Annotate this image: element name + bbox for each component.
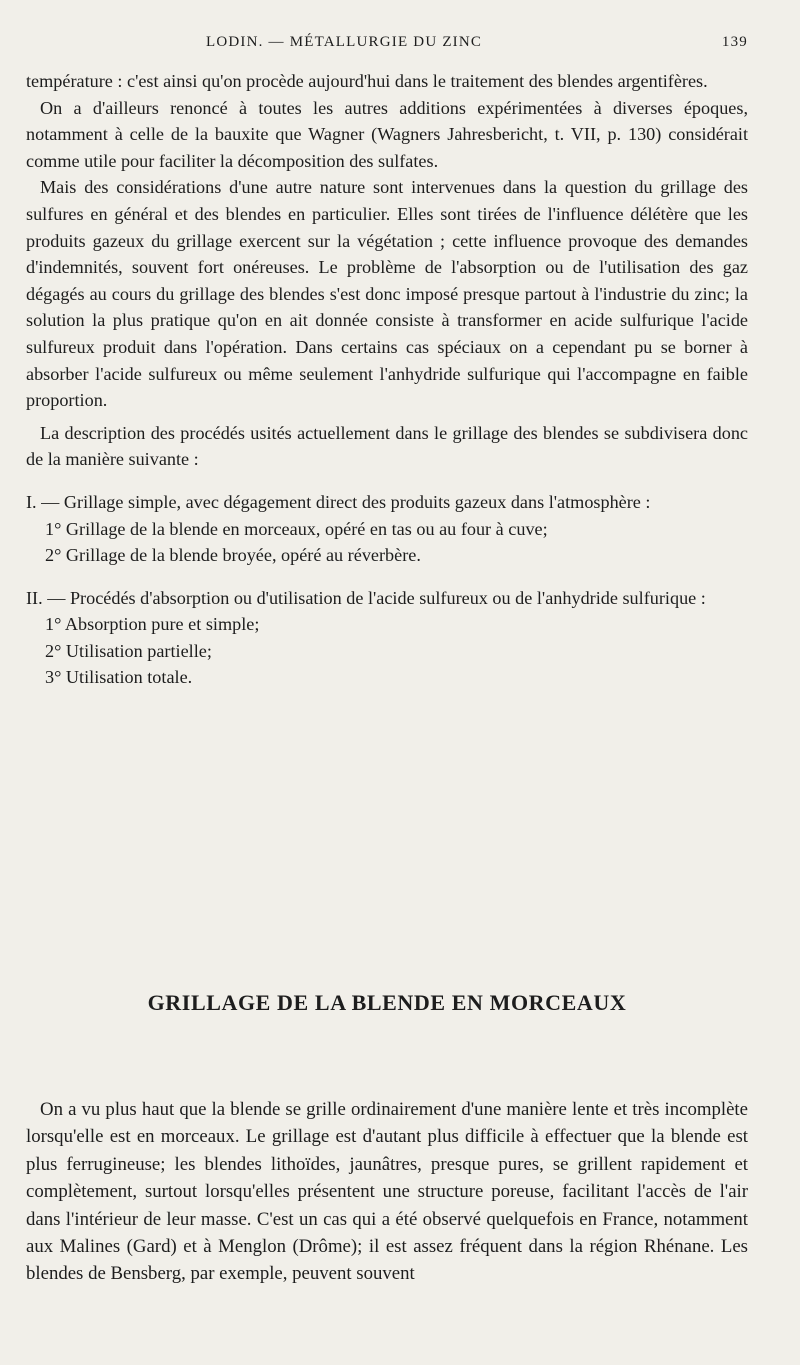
section-text bbox=[26, 1096, 748, 1288]
book-page bbox=[26, 0, 748, 1365]
outline-item: 2° Grillage de la blende broyée, opéré au réverbère. bbox=[45, 545, 421, 566]
paragraph: On a vu plus haut que la blende se grille ordinairement d'une manière lente et très incomplète lorsqu'elle est en morceaux. Le grillage est d'autant plus difficile à effectuer que la blende est plus ferrugineuse; les blendes lithoïdes, jaunâtres, presque pures, se grillent rapidement et complètement, surtout lorsqu'elles présentent une structure poreuse, facilitant l'accès de l'air dans l'intérieur de leur masse. C'est un cas qui a été observé quelquefois en France, notamment aux Malines (Gard) et à Menglon (Drôme); il est assez fréquent dans la région Rhénane. Les blendes de Bensberg, par exemple, peuvent souvent bbox=[26, 1099, 748, 1285]
main-text bbox=[26, 68, 748, 691]
paragraph: température : c'est ainsi qu'on procède aujourd'hui dans le traitement des blendes argentifères. bbox=[26, 71, 708, 91]
outline-heading: II. — Procédés d'absorption ou d'utilisation de l'acide sulfureux ou de l'anhydride sulfurique : bbox=[26, 587, 706, 608]
page-header bbox=[26, 30, 748, 58]
outline-heading: I. — Grillage simple, avec dégagement direct des produits gazeux dans l'atmosphère : bbox=[26, 491, 651, 512]
page-number: 139 bbox=[721, 34, 748, 50]
outline-item: 1° Absorption pure et simple; bbox=[45, 614, 260, 635]
section-title: GRILLAGE DE LA BLENDE EN MORCEAUX bbox=[147, 990, 627, 1015]
outline-group-2 bbox=[26, 585, 748, 691]
paragraph: La description des procédés usités actuellement dans le grillage des blendes se subdivisera donc de la manière suivante : bbox=[26, 422, 748, 470]
outline-item: 2° Utilisation partielle; bbox=[45, 640, 212, 661]
paragraph: Mais des considérations d'une autre nature sont intervenues dans la question du grillage des sulfures en général et des blendes en particulier. Elles sont tirées de l'influence délétère que les produits gazeux du grillage exercent sur la végétation ; cette influence provoque des demandes d'indemnités, souvent fort onéreuses. Le problème de l'absorption ou de l'utilisation des gaz dégagés au cours du grillage des blendes s'est donc imposé presque partout à l'industrie du zinc; la solution la plus pratique qu'on en ait donnée consiste à transformer en acide sulfurique l'acide sulfureux produit dans l'opération. Dans certains cas spéciaux on a cependant pu se borner à absorber l'acide sulfureux ou même seulement l'anhydride sulfurique qui l'accompagne en faible proportion. bbox=[26, 177, 748, 411]
outline-group-1 bbox=[26, 489, 748, 569]
running-title: LODIN. — MÉTALLURGIE DU ZINC bbox=[206, 34, 483, 50]
outline-item: 1° Grillage de la blende en morceaux, opéré en tas ou au four à cuve; bbox=[45, 518, 548, 539]
paragraph: On a d'ailleurs renoncé à toutes les autres additions expérimentées à diverses époques, notamment à celle de la bauxite que Wagner (Wagners Jahresbericht, t. VII, p. 130) considérait comme utile pour faciliter la décomposition des sulfates. bbox=[26, 97, 748, 171]
outline-item: 3° Utilisation totale. bbox=[45, 667, 193, 688]
